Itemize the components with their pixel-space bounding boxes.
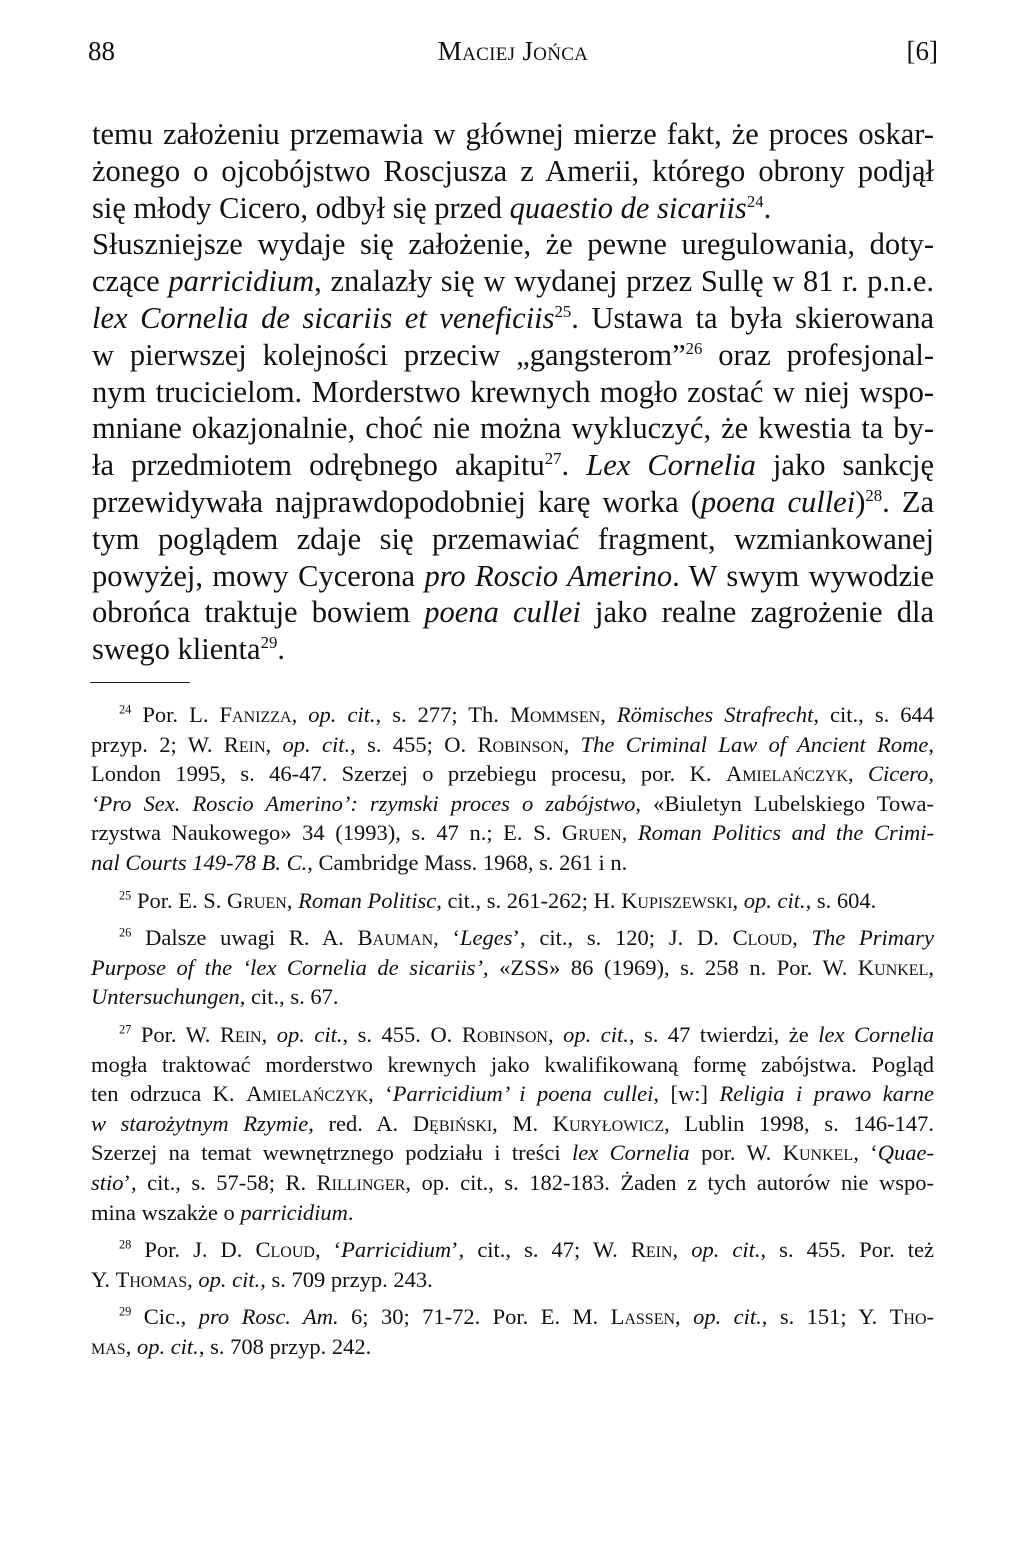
footnote-28 [91, 1235, 934, 1294]
footnote-line: nal Courts 149-78 B. C., Cambridge Mass. 1968, s. 261 i n. [91, 849, 628, 875]
running-head-author: Maciej Jońca [437, 36, 589, 66]
footnote-line: ten odrzuca K. Amielańczyk, ‘Parricidium’ i poena cullei, [w:] Religia i prawo karne [91, 1081, 934, 1107]
footnote-rule [90, 682, 190, 683]
footnote-line: stio’, cit., s. 57-58; R. Rillinger, op. cit., s. 182-183. Żaden z tych autorów nie wspo- [91, 1169, 934, 1195]
footnote-24 [91, 700, 934, 878]
footnote-ref: 25 [554, 301, 572, 321]
footnote-27 [91, 1020, 934, 1227]
text-line: czące parricidium, znalazły się w wydanej przez Sullę w 81 r. p.n.e. [92, 264, 934, 299]
footnote-line: $^{24}$ Por. L. Fanizza, op. cit., s. 277; Th. Mommsen, Römisches Strafrecht, cit., s. 644 [119, 702, 935, 727]
footnote-number: 24 [119, 702, 132, 717]
page-number: 88 [88, 36, 115, 66]
footnote-line: mas, op. cit., s. 708 przyp. 242. [91, 1333, 372, 1359]
text-line: w pierwszej kolejności przeciw „gangsterom”$^{26}$ oraz profesjonal- [92, 337, 934, 372]
footnotes [91, 700, 934, 1369]
footnote-line: przyp. 2; W. Rein, op. cit., s. 455; O. Robinson, The Criminal Law of Ancient Rome, [91, 731, 934, 757]
text-line: swego klienta$^{29}$. [92, 632, 285, 667]
footnote-line: $^{25}$ Por. E. S. Gruen, Roman Politisc, cit., s. 261-262; H. Kupiszewski, op. cit., s. 604. [119, 887, 877, 913]
text-line: temu założeniu przemawia w głównej mierze fakt, że proces oskar- [92, 117, 934, 151]
footnote-line: mogła traktować morderstwo krewnych jako kwalifikowaną formę zabójstwa. Pogląd [91, 1051, 934, 1077]
footnote-ref: 29 [260, 633, 278, 652]
footnote-ref: 26 [685, 338, 703, 358]
footnote-26 [91, 923, 934, 1012]
footnote-line: $^{28}$ Por. J. D. Cloud, ‘Parricidium’, cit., s. 47; W. Rein, op. cit., s. 455. Por. też [119, 1237, 934, 1263]
footnote-line: Szerzej na temat wewnętrznego podziału i treści lex Cornelia por. W. Kunkel, ‘Quae- [91, 1140, 934, 1166]
text-line: obrońca traktuje bowiem poena cullei jako realne zagrożenie dla [92, 595, 934, 630]
footnote-number: 26 [119, 925, 132, 940]
footnote-line: Purpose of the ‘lex Cornelia de sicariis’, «ZSS» 86 (1969), s. 258 n. Por. W. Kunkel, [91, 954, 934, 980]
footnote-25 [91, 886, 934, 916]
footnote-line: ‘Pro Sex. Roscio Amerino’: rzymski proces o zabójstwo, «Biuletyn Lubelskiego Towa- [91, 790, 934, 816]
footnote-number: 28 [119, 1237, 132, 1252]
running-head [88, 36, 938, 70]
footnote-line: mina wszakże o parricidium. [91, 1199, 354, 1225]
footnote-line: Untersuchungen, cit., s. 67. [91, 984, 339, 1010]
text-line: nym trucicielom. Morderstwo krewnych mogło zostać w niej wspo- [92, 374, 934, 409]
footnote-line: $^{26}$ Dalsze uwagi R. A. Bauman, ‘Leges’, cit., s. 120; J. D. Cloud, The Primary [119, 925, 934, 951]
main-text [92, 116, 934, 668]
text-line: mniane okazjonalnie, choć nie można wykluczyć, że kwestia ta by- [92, 411, 934, 446]
text-line: lex Cornelia de sicariis et veneficiis$^{25}$. Ustawa ta była skierowana [92, 300, 934, 335]
footnote-line: London 1995, s. 46-47. Szerzej o przebiegu procesu, por. K. Amielańczyk, Cicero, [91, 761, 935, 787]
footnote-line: $^{29}$ Cic., pro Rosc. Am. 6; 30; 71-72. Por. E. M. Lassen, op. cit., s. 151; Y. Tho- [119, 1304, 934, 1330]
footnote-ref: 27 [544, 449, 562, 469]
text-line: przewidywała najprawdopodobniej karę worka (poena cullei)$^{28}$. Za [92, 484, 934, 519]
footnote-number: 27 [119, 1022, 132, 1037]
footnote-line: rzystwa Naukowego» 34 (1993), s. 47 n.; E. S. Gruen, Roman Politics and the Crimi- [91, 820, 934, 846]
footnote-line: $^{27}$ Por. W. Rein, op. cit., s. 455. O. Robinson, op. cit., s. 47 twierdzi, że lex Cornelia [119, 1021, 935, 1047]
text-line: Słuszniejsze wydaje się założenie, że pewne uregulowania, doty- [92, 227, 934, 262]
section-marker: [6] [906, 36, 938, 66]
text-line: powyżej, mowy Cycerona pro Roscio Amerino. W swym wywodzie [92, 558, 934, 593]
text-line: żonego o ojcobójstwo Roscjusza z Amerii, którego obrony podjął [92, 153, 934, 188]
footnote-29 [91, 1302, 934, 1361]
footnote-ref: 24 [746, 191, 764, 211]
footnote-number: 29 [119, 1304, 132, 1319]
footnote-ref: 28 [865, 485, 883, 505]
text-line: tym poglądem zdaje się przemawiać fragment, wzmiankowanej [92, 521, 934, 556]
footnote-line: Y. Thomas, op. cit., s. 709 przyp. 243. [91, 1266, 433, 1292]
footnote-line: w starożytnym Rzymie, red. A. Dębiński, M. Kuryłowicz, Lublin 1998, s. 146-147. [91, 1110, 934, 1136]
paragraph [92, 116, 934, 668]
text-line: się młody Cicero, odbył się przed quaestio de sicariis$^{24}$. [92, 190, 772, 225]
text-line: ła przedmiotem odrębnego akapitu$^{27}$. Lex Cornelia jako sankcję [92, 448, 934, 483]
footnote-number: 25 [119, 888, 132, 903]
